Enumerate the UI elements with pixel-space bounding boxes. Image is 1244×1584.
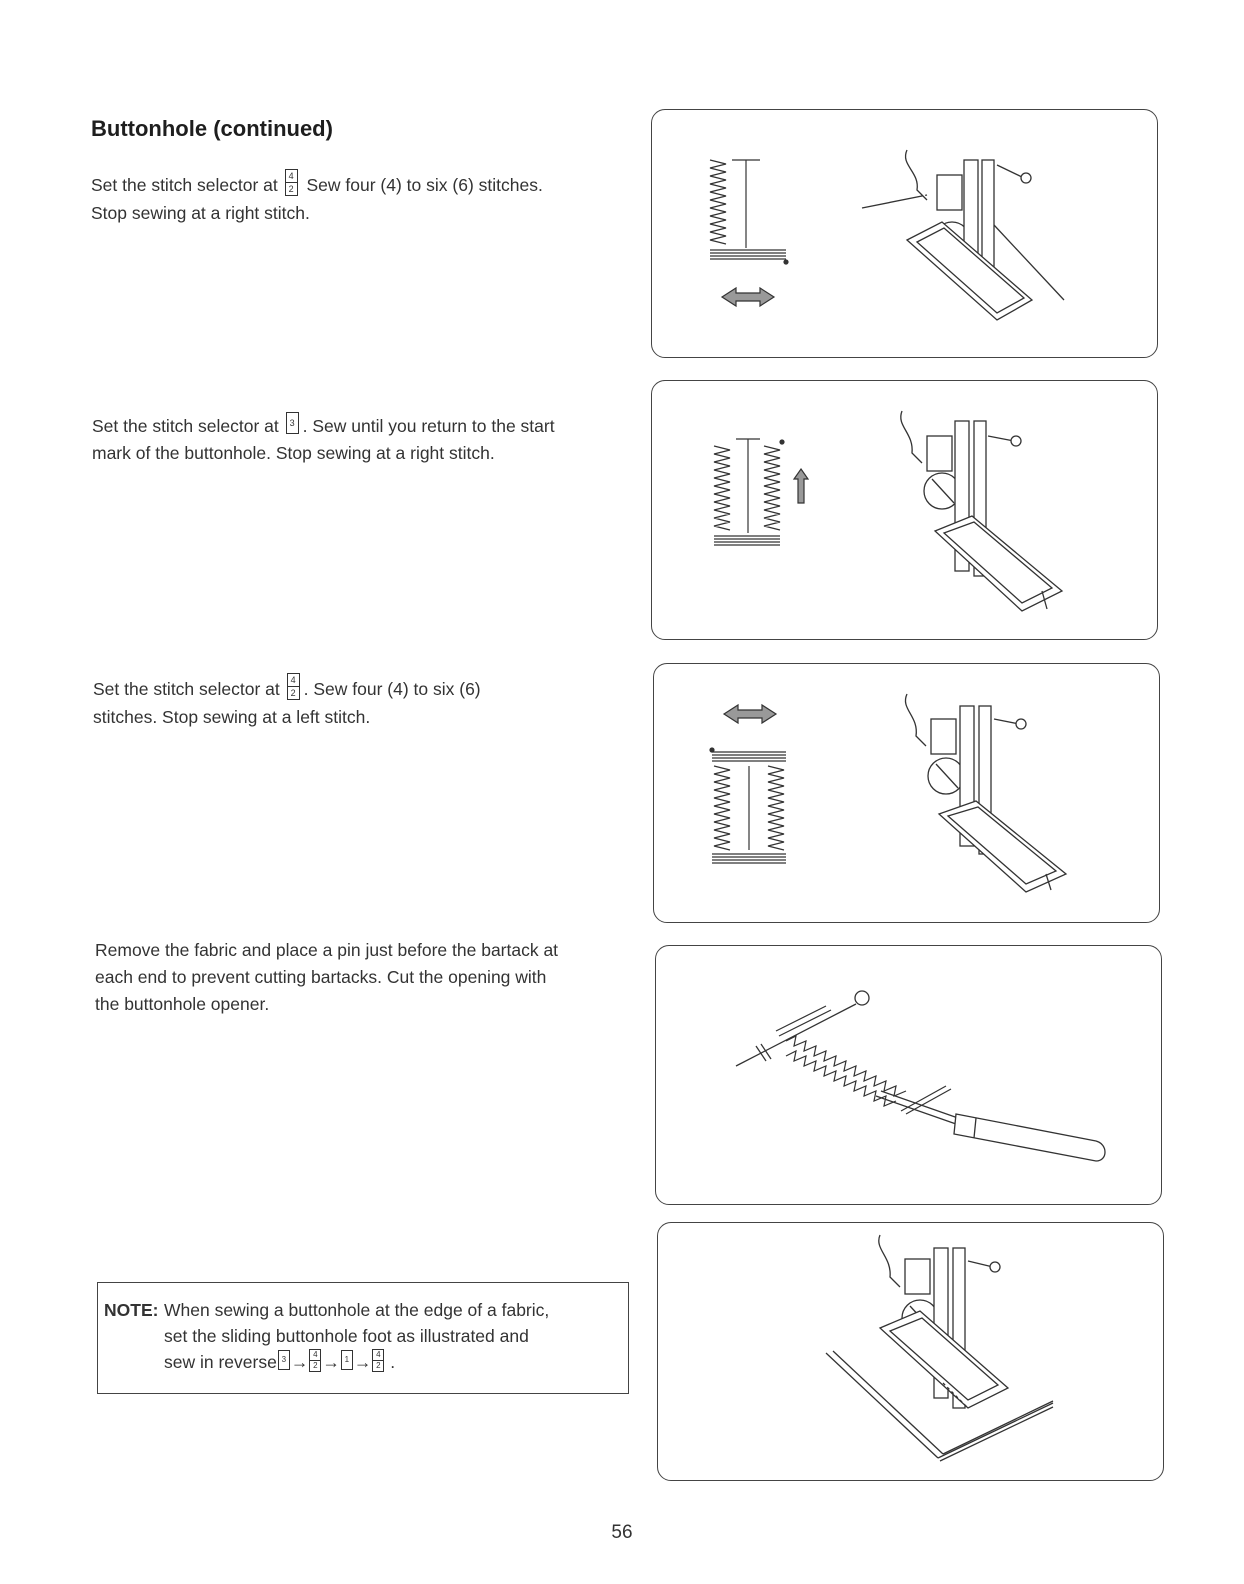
up-arrow-icon <box>794 469 808 503</box>
arrow-icon: → <box>322 1352 340 1372</box>
step-2-line2: mark of the buttonhole. Stop sewing at a right stitch. <box>92 443 495 463</box>
zigzag-stitch-both-sides-icon <box>714 439 784 545</box>
stitch-selector-1-icon: 1 <box>341 1350 353 1370</box>
stitch-selector-4-2-icon: $\frac{4}{2}$ <box>309 1349 321 1372</box>
stitch-selector-3-icon: 3 <box>278 1350 290 1370</box>
step-1-line2: Stop sewing at a right stitch. <box>91 202 310 223</box>
note-line2: set the sliding buttonhole foot as illustrated and <box>164 1326 529 1346</box>
page-title: Buttonhole (continued) <box>91 116 333 141</box>
step-3-before: Set the stitch selector at <box>93 679 280 699</box>
double-arrow-icon <box>724 705 776 723</box>
step-1-after: Sew four (4) to six (6) stitches. <box>301 175 543 195</box>
illustration-step-3 <box>653 663 1160 923</box>
arrow-icon: → <box>353 1352 372 1372</box>
presser-foot-edge-icon <box>826 1235 1053 1461</box>
presser-foot-icon <box>901 411 1062 611</box>
note-line3: sew in reverse 3 → $\frac{4}{2}$ → 1 → $\frac{4}{2}$ . <box>164 1349 396 1372</box>
step-3-line2: stitches. Stop sewing at a left stitch. <box>93 706 371 727</box>
note-label: NOTE: <box>104 1300 159 1320</box>
stitch-selector-4-2-icon: $\frac{4}{2}$ <box>285 169 298 196</box>
page-number: 56 <box>611 1522 633 1543</box>
complete-buttonhole-icon <box>710 748 786 863</box>
step-3-text <box>93 676 481 731</box>
note-box <box>97 1282 629 1394</box>
cut-buttonhole-icon <box>776 1006 951 1114</box>
zigzag-stitch-left-icon <box>710 160 788 264</box>
stitch-selector-4-2-icon: $\frac{4}{2}$ <box>372 1349 384 1372</box>
presser-foot-icon <box>905 694 1066 892</box>
illustration-step-4 <box>655 945 1162 1205</box>
illustration-step-2 <box>651 380 1158 640</box>
step-1-text <box>91 172 543 227</box>
step-4-line2: each end to prevent cutting bartacks. Cut the opening with <box>95 967 547 987</box>
arrow-icon: → <box>290 1352 309 1372</box>
note-line1: When sewing a buttonhole at the edge of a fabric, <box>164 1300 550 1320</box>
step-3-after: . Sew four (4) to six (6) <box>303 679 481 699</box>
note-text <box>164 1297 614 1375</box>
double-arrow-icon <box>722 288 774 306</box>
buttonhole-opener-icon <box>876 1091 1105 1161</box>
step-1-before: Set the stitch selector at <box>91 175 278 195</box>
step-4-text <box>95 937 558 1018</box>
step-2-after: . Sew until you return to the start <box>302 416 555 436</box>
step-4-line1: Remove the fabric and place a pin just before the bartack at <box>95 940 559 960</box>
illustration-step-1 <box>651 109 1158 358</box>
step-4-line3: the buttonhole opener. <box>95 994 270 1014</box>
stitch-selector-4-2-icon: $\frac{4}{2}$ <box>287 673 300 700</box>
step-2-text <box>92 413 555 467</box>
pin-icon <box>736 991 869 1066</box>
stitch-selector-3-icon: 3 <box>286 412 299 434</box>
presser-foot-icon <box>862 150 1064 320</box>
step-2-before: Set the stitch selector at <box>92 416 279 436</box>
illustration-note <box>657 1222 1164 1481</box>
